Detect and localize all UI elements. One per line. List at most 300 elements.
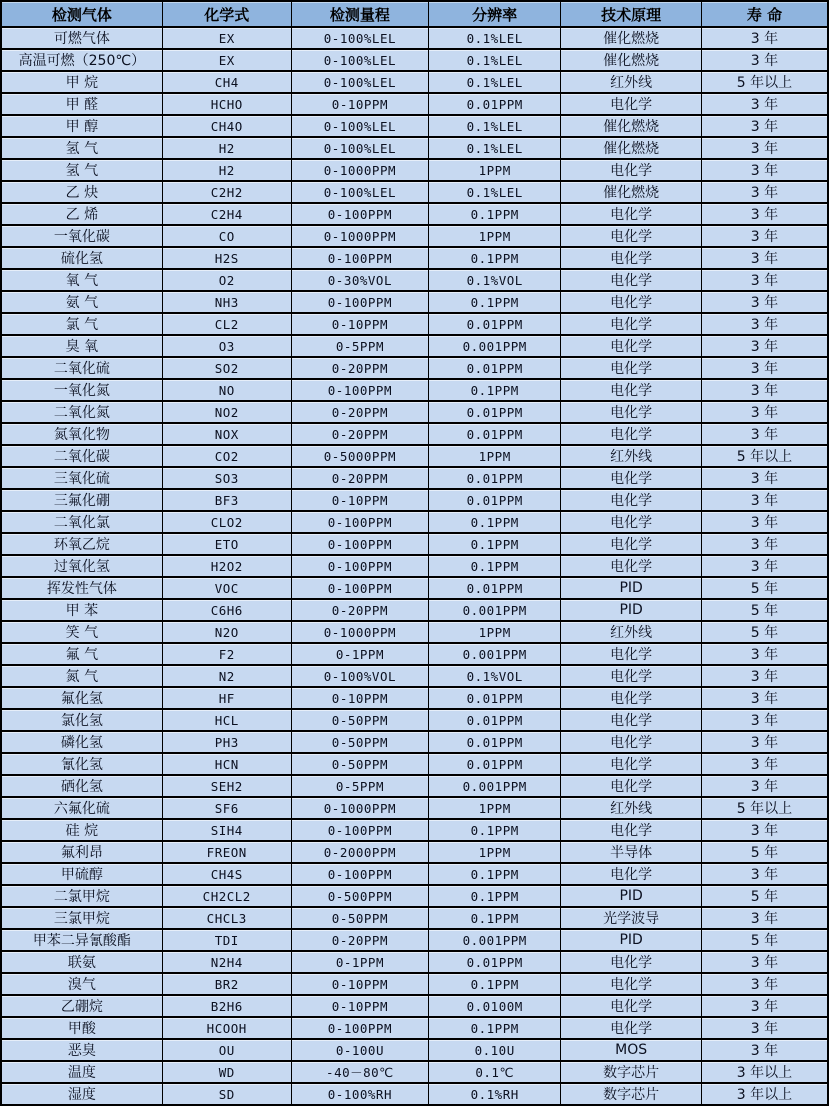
cell-technology: 电化学 — [561, 643, 702, 665]
cell-detection-range: 0-10PPM — [291, 313, 428, 335]
cell-technology: 电化学 — [561, 291, 702, 313]
cell-technology: 电化学 — [561, 335, 702, 357]
cell-lifespan: 3 年 — [701, 247, 828, 269]
cell-technology: PID — [561, 929, 702, 951]
table-row — [1, 907, 828, 929]
cell-resolution: 0.1℃ — [429, 1061, 561, 1083]
table-row — [1, 643, 828, 665]
cell-technology: PID — [561, 599, 702, 621]
cell-chemical-formula: C2H4 — [162, 203, 291, 225]
cell-resolution: 0.01PPM — [429, 93, 561, 115]
cell-resolution: 0.01PPM — [429, 753, 561, 775]
table-row — [1, 291, 828, 313]
cell-resolution: 0.1%VOL — [429, 665, 561, 687]
cell-gas-name: 一氧化碳 — [1, 225, 162, 247]
cell-lifespan: 3 年 — [701, 951, 828, 973]
cell-technology: 电化学 — [561, 863, 702, 885]
cell-technology: 电化学 — [561, 511, 702, 533]
table-row — [1, 313, 828, 335]
table-row — [1, 203, 828, 225]
cell-gas-name: 湿度 — [1, 1083, 162, 1105]
cell-detection-range: -40－80℃ — [291, 1061, 428, 1083]
column-header-gas-name: 检测气体 — [1, 1, 162, 27]
table-row — [1, 973, 828, 995]
cell-detection-range: 0-100PPM — [291, 511, 428, 533]
cell-resolution: 0.1PPM — [429, 533, 561, 555]
cell-lifespan: 3 年 — [701, 1039, 828, 1061]
cell-chemical-formula: CO — [162, 225, 291, 247]
cell-detection-range: 0-30%VOL — [291, 269, 428, 291]
cell-technology: 电化学 — [561, 709, 702, 731]
table-row — [1, 753, 828, 775]
cell-gas-name: 臭 氧 — [1, 335, 162, 357]
cell-lifespan: 3 年 — [701, 489, 828, 511]
cell-gas-name: 硒化氢 — [1, 775, 162, 797]
cell-chemical-formula: H2S — [162, 247, 291, 269]
cell-chemical-formula: CH2CL2 — [162, 885, 291, 907]
cell-lifespan: 3 年 — [701, 423, 828, 445]
table-row — [1, 49, 828, 71]
table-header-row — [1, 1, 828, 27]
cell-gas-name: 氯化氢 — [1, 709, 162, 731]
cell-chemical-formula: CH4S — [162, 863, 291, 885]
cell-resolution: 0.1PPM — [429, 973, 561, 995]
cell-lifespan: 3 年 — [701, 357, 828, 379]
cell-chemical-formula: CL2 — [162, 313, 291, 335]
cell-resolution: 1PPM — [429, 841, 561, 863]
cell-technology: 电化学 — [561, 665, 702, 687]
table-row — [1, 115, 828, 137]
cell-lifespan: 3 年以上 — [701, 1083, 828, 1105]
cell-chemical-formula: NO2 — [162, 401, 291, 423]
cell-lifespan: 3 年 — [701, 511, 828, 533]
cell-detection-range: 0-20PPM — [291, 929, 428, 951]
table-row — [1, 93, 828, 115]
cell-gas-name: 氟 气 — [1, 643, 162, 665]
cell-resolution: 0.1PPM — [429, 819, 561, 841]
cell-chemical-formula: HCHO — [162, 93, 291, 115]
cell-detection-range: 0-100PPM — [291, 247, 428, 269]
cell-resolution: 0.1PPM — [429, 907, 561, 929]
cell-chemical-formula: NOX — [162, 423, 291, 445]
cell-detection-range: 0-100PPM — [291, 291, 428, 313]
cell-technology: 红外线 — [561, 445, 702, 467]
cell-detection-range: 0-100PPM — [291, 1017, 428, 1039]
cell-resolution: 0.01PPM — [429, 423, 561, 445]
cell-lifespan: 3 年 — [701, 115, 828, 137]
cell-resolution: 1PPM — [429, 159, 561, 181]
cell-technology: 电化学 — [561, 775, 702, 797]
table-row — [1, 379, 828, 401]
cell-detection-range: 0-5PPM — [291, 335, 428, 357]
cell-technology: 电化学 — [561, 489, 702, 511]
cell-detection-range: 0-100%LEL — [291, 49, 428, 71]
cell-detection-range: 0-50PPM — [291, 731, 428, 753]
cell-chemical-formula: N2O — [162, 621, 291, 643]
cell-detection-range: 0-20PPM — [291, 467, 428, 489]
cell-technology: 电化学 — [561, 247, 702, 269]
table-row — [1, 929, 828, 951]
table-header — [1, 1, 828, 27]
cell-gas-name: 三氟化硼 — [1, 489, 162, 511]
cell-technology: 电化学 — [561, 467, 702, 489]
cell-resolution: 0.1PPM — [429, 555, 561, 577]
cell-technology: 红外线 — [561, 71, 702, 93]
cell-lifespan: 3 年 — [701, 731, 828, 753]
cell-chemical-formula: H2 — [162, 137, 291, 159]
cell-detection-range: 0-100%LEL — [291, 137, 428, 159]
cell-detection-range: 0-100%VOL — [291, 665, 428, 687]
cell-gas-name: 甲 醇 — [1, 115, 162, 137]
cell-detection-range: 0-500PPM — [291, 885, 428, 907]
table-row — [1, 1017, 828, 1039]
cell-detection-range: 0-20PPM — [291, 401, 428, 423]
table-row — [1, 951, 828, 973]
cell-detection-range: 0-10PPM — [291, 489, 428, 511]
cell-resolution: 0.001PPM — [429, 775, 561, 797]
cell-gas-name: 高温可燃（250℃） — [1, 49, 162, 71]
cell-gas-name: 二氧化碳 — [1, 445, 162, 467]
cell-detection-range: 0-100%LEL — [291, 27, 428, 49]
table-row — [1, 1039, 828, 1061]
cell-resolution: 1PPM — [429, 797, 561, 819]
cell-detection-range: 0-5000PPM — [291, 445, 428, 467]
table-row — [1, 775, 828, 797]
cell-lifespan: 3 年 — [701, 555, 828, 577]
cell-detection-range: 0-100PPM — [291, 819, 428, 841]
cell-gas-name: 二氧化氯 — [1, 511, 162, 533]
cell-chemical-formula: SO3 — [162, 467, 291, 489]
cell-detection-range: 0-50PPM — [291, 709, 428, 731]
cell-gas-name: 二氯甲烷 — [1, 885, 162, 907]
cell-chemical-formula: O2 — [162, 269, 291, 291]
cell-technology: 电化学 — [561, 203, 702, 225]
cell-detection-range: 0-20PPM — [291, 599, 428, 621]
cell-detection-range: 0-20PPM — [291, 357, 428, 379]
column-header-lifespan: 寿 命 — [701, 1, 828, 27]
cell-lifespan: 5 年以上 — [701, 71, 828, 93]
cell-chemical-formula: ETO — [162, 533, 291, 555]
cell-gas-name: 氰化氢 — [1, 753, 162, 775]
cell-detection-range: 0-100PPM — [291, 863, 428, 885]
cell-chemical-formula: VOC — [162, 577, 291, 599]
cell-technology: 电化学 — [561, 731, 702, 753]
cell-gas-name: 氟化氢 — [1, 687, 162, 709]
cell-technology: 电化学 — [561, 93, 702, 115]
cell-chemical-formula: SEH2 — [162, 775, 291, 797]
cell-resolution: 0.1%VOL — [429, 269, 561, 291]
cell-detection-range: 0-100PPM — [291, 555, 428, 577]
table-row — [1, 423, 828, 445]
table-row — [1, 27, 828, 49]
cell-lifespan: 3 年 — [701, 269, 828, 291]
cell-detection-range: 0-1PPM — [291, 951, 428, 973]
cell-detection-range: 0-100%LEL — [291, 71, 428, 93]
cell-chemical-formula: O3 — [162, 335, 291, 357]
cell-gas-name: 联氨 — [1, 951, 162, 973]
cell-resolution: 1PPM — [429, 621, 561, 643]
table-row — [1, 621, 828, 643]
cell-lifespan: 5 年以上 — [701, 445, 828, 467]
cell-gas-name: 氢 气 — [1, 159, 162, 181]
cell-gas-name: 氧 气 — [1, 269, 162, 291]
cell-detection-range: 0-1PPM — [291, 643, 428, 665]
cell-detection-range: 0-10PPM — [291, 687, 428, 709]
table-row — [1, 687, 828, 709]
cell-detection-range: 0-1000PPM — [291, 797, 428, 819]
cell-technology: 电化学 — [561, 159, 702, 181]
cell-technology: 电化学 — [561, 401, 702, 423]
cell-resolution: 0.01PPM — [429, 951, 561, 973]
cell-chemical-formula: CHCL3 — [162, 907, 291, 929]
cell-lifespan: 5 年 — [701, 841, 828, 863]
cell-technology: 电化学 — [561, 995, 702, 1017]
cell-gas-name: 硫化氢 — [1, 247, 162, 269]
cell-detection-range: 0-10PPM — [291, 93, 428, 115]
cell-technology: 红外线 — [561, 621, 702, 643]
cell-gas-name: 笑 气 — [1, 621, 162, 643]
cell-technology: 催化燃烧 — [561, 181, 702, 203]
table-row — [1, 599, 828, 621]
cell-detection-range: 0-20PPM — [291, 423, 428, 445]
cell-gas-name: 六氟化硫 — [1, 797, 162, 819]
cell-chemical-formula: PH3 — [162, 731, 291, 753]
cell-chemical-formula: HCL — [162, 709, 291, 731]
cell-resolution: 1PPM — [429, 445, 561, 467]
column-header-detection-range: 检测量程 — [291, 1, 428, 27]
cell-lifespan: 3 年 — [701, 159, 828, 181]
cell-detection-range: 0-100PPM — [291, 533, 428, 555]
cell-resolution: 0.001PPM — [429, 929, 561, 951]
cell-lifespan: 3 年 — [701, 973, 828, 995]
cell-gas-name: 氨 气 — [1, 291, 162, 313]
table-row — [1, 995, 828, 1017]
cell-chemical-formula: SD — [162, 1083, 291, 1105]
table-row — [1, 489, 828, 511]
cell-chemical-formula: N2H4 — [162, 951, 291, 973]
cell-technology: 数字芯片 — [561, 1083, 702, 1105]
table-row — [1, 731, 828, 753]
cell-technology: 电化学 — [561, 533, 702, 555]
cell-chemical-formula: EX — [162, 27, 291, 49]
cell-gas-name: 甲 烷 — [1, 71, 162, 93]
cell-chemical-formula: C2H2 — [162, 181, 291, 203]
cell-lifespan: 3 年 — [701, 907, 828, 929]
cell-gas-name: 氢 气 — [1, 137, 162, 159]
cell-gas-name: 过氧化氢 — [1, 555, 162, 577]
cell-gas-name: 二氧化氮 — [1, 401, 162, 423]
cell-gas-name: 恶臭 — [1, 1039, 162, 1061]
cell-lifespan: 5 年 — [701, 599, 828, 621]
cell-chemical-formula: SIH4 — [162, 819, 291, 841]
cell-technology: 半导体 — [561, 841, 702, 863]
cell-lifespan: 3 年 — [701, 643, 828, 665]
table-row — [1, 841, 828, 863]
cell-resolution: 0.1%LEL — [429, 27, 561, 49]
cell-chemical-formula: OU — [162, 1039, 291, 1061]
cell-detection-range: 0-100%LEL — [291, 115, 428, 137]
cell-chemical-formula: EX — [162, 49, 291, 71]
table-row — [1, 401, 828, 423]
cell-technology: 电化学 — [561, 423, 702, 445]
cell-lifespan: 3 年 — [701, 1017, 828, 1039]
cell-gas-name: 磷化氢 — [1, 731, 162, 753]
cell-gas-name: 可燃气体 — [1, 27, 162, 49]
cell-chemical-formula: SO2 — [162, 357, 291, 379]
table-row — [1, 1061, 828, 1083]
column-header-resolution: 分辨率 — [429, 1, 561, 27]
cell-lifespan: 3 年 — [701, 863, 828, 885]
cell-resolution: 0.1PPM — [429, 1017, 561, 1039]
cell-resolution: 0.01PPM — [429, 489, 561, 511]
cell-resolution: 0.01PPM — [429, 577, 561, 599]
cell-detection-range: 0-10PPM — [291, 995, 428, 1017]
cell-technology: PID — [561, 885, 702, 907]
cell-lifespan: 3 年 — [701, 753, 828, 775]
cell-gas-name: 甲 苯 — [1, 599, 162, 621]
cell-chemical-formula: HF — [162, 687, 291, 709]
cell-chemical-formula: HCOOH — [162, 1017, 291, 1039]
cell-lifespan: 3 年以上 — [701, 1061, 828, 1083]
table-row — [1, 709, 828, 731]
table-row — [1, 555, 828, 577]
cell-technology: 电化学 — [561, 269, 702, 291]
cell-resolution: 0.001PPM — [429, 643, 561, 665]
cell-resolution: 0.001PPM — [429, 599, 561, 621]
cell-detection-range: 0-50PPM — [291, 907, 428, 929]
cell-resolution: 0.01PPM — [429, 401, 561, 423]
cell-gas-name: 氟利昂 — [1, 841, 162, 863]
table-row — [1, 533, 828, 555]
table-row — [1, 1083, 828, 1105]
cell-lifespan: 5 年 — [701, 929, 828, 951]
cell-gas-name: 乙 炔 — [1, 181, 162, 203]
cell-chemical-formula: HCN — [162, 753, 291, 775]
cell-gas-name: 环氧乙烷 — [1, 533, 162, 555]
table-row — [1, 181, 828, 203]
cell-lifespan: 3 年 — [701, 49, 828, 71]
table-row — [1, 577, 828, 599]
cell-lifespan: 3 年 — [701, 665, 828, 687]
cell-chemical-formula: C6H6 — [162, 599, 291, 621]
table-row — [1, 225, 828, 247]
cell-gas-name: 一氧化氮 — [1, 379, 162, 401]
cell-lifespan: 5 年以上 — [701, 797, 828, 819]
table-row — [1, 665, 828, 687]
cell-chemical-formula: SF6 — [162, 797, 291, 819]
cell-detection-range: 0-100PPM — [291, 203, 428, 225]
cell-chemical-formula: B2H6 — [162, 995, 291, 1017]
cell-resolution: 0.0100M — [429, 995, 561, 1017]
cell-lifespan: 5 年 — [701, 577, 828, 599]
cell-chemical-formula: BF3 — [162, 489, 291, 511]
cell-lifespan: 5 年 — [701, 885, 828, 907]
cell-chemical-formula: WD — [162, 1061, 291, 1083]
cell-resolution: 1PPM — [429, 225, 561, 247]
cell-technology: 催化燃烧 — [561, 49, 702, 71]
cell-chemical-formula: FREON — [162, 841, 291, 863]
table-row — [1, 71, 828, 93]
table-row — [1, 445, 828, 467]
cell-detection-range: 0-5PPM — [291, 775, 428, 797]
table-row — [1, 797, 828, 819]
cell-detection-range: 0-1000PPM — [291, 159, 428, 181]
table-row — [1, 467, 828, 489]
cell-chemical-formula: BR2 — [162, 973, 291, 995]
cell-gas-name: 硅 烷 — [1, 819, 162, 841]
cell-technology: 电化学 — [561, 951, 702, 973]
cell-resolution: 0.01PPM — [429, 467, 561, 489]
cell-detection-range: 0-100%LEL — [291, 181, 428, 203]
cell-technology: 催化燃烧 — [561, 137, 702, 159]
column-header-chemical-formula: 化学式 — [162, 1, 291, 27]
cell-lifespan: 3 年 — [701, 181, 828, 203]
cell-gas-name: 甲苯二异氰酸酯 — [1, 929, 162, 951]
cell-technology: 电化学 — [561, 819, 702, 841]
cell-detection-range: 0-10PPM — [291, 973, 428, 995]
cell-resolution: 0.001PPM — [429, 335, 561, 357]
cell-resolution: 0.1%LEL — [429, 71, 561, 93]
cell-lifespan: 3 年 — [701, 467, 828, 489]
cell-chemical-formula: TDI — [162, 929, 291, 951]
cell-gas-name: 二氧化硫 — [1, 357, 162, 379]
cell-detection-range: 0-100PPM — [291, 577, 428, 599]
cell-resolution: 0.01PPM — [429, 357, 561, 379]
cell-lifespan: 3 年 — [701, 27, 828, 49]
table-body — [1, 27, 828, 1105]
table-row — [1, 159, 828, 181]
cell-technology: 电化学 — [561, 687, 702, 709]
cell-gas-name: 甲硫醇 — [1, 863, 162, 885]
cell-lifespan: 3 年 — [701, 137, 828, 159]
table-row — [1, 269, 828, 291]
cell-lifespan: 3 年 — [701, 291, 828, 313]
cell-technology: 电化学 — [561, 973, 702, 995]
cell-technology: 电化学 — [561, 555, 702, 577]
cell-resolution: 0.1PPM — [429, 511, 561, 533]
cell-lifespan: 3 年 — [701, 335, 828, 357]
cell-resolution: 0.1%LEL — [429, 137, 561, 159]
cell-lifespan: 3 年 — [701, 775, 828, 797]
cell-technology: 电化学 — [561, 1017, 702, 1039]
cell-gas-name: 甲酸 — [1, 1017, 162, 1039]
cell-gas-name: 氮 气 — [1, 665, 162, 687]
cell-resolution: 0.01PPM — [429, 731, 561, 753]
cell-resolution: 0.1PPM — [429, 247, 561, 269]
cell-lifespan: 3 年 — [701, 995, 828, 1017]
cell-chemical-formula: F2 — [162, 643, 291, 665]
cell-technology: PID — [561, 577, 702, 599]
cell-lifespan: 3 年 — [701, 401, 828, 423]
cell-resolution: 0.1PPM — [429, 863, 561, 885]
cell-gas-name: 挥发性气体 — [1, 577, 162, 599]
cell-chemical-formula: CH4 — [162, 71, 291, 93]
cell-gas-name: 三氯甲烷 — [1, 907, 162, 929]
cell-resolution: 0.1PPM — [429, 379, 561, 401]
cell-technology: MOS — [561, 1039, 702, 1061]
cell-resolution: 0.10U — [429, 1039, 561, 1061]
cell-resolution: 0.01PPM — [429, 709, 561, 731]
cell-chemical-formula: N2 — [162, 665, 291, 687]
cell-technology: 电化学 — [561, 753, 702, 775]
cell-resolution: 0.1%LEL — [429, 181, 561, 203]
cell-gas-name: 氮氧化物 — [1, 423, 162, 445]
cell-technology: 数字芯片 — [561, 1061, 702, 1083]
cell-technology: 电化学 — [561, 357, 702, 379]
cell-chemical-formula: CO2 — [162, 445, 291, 467]
cell-lifespan: 3 年 — [701, 709, 828, 731]
table-row — [1, 357, 828, 379]
